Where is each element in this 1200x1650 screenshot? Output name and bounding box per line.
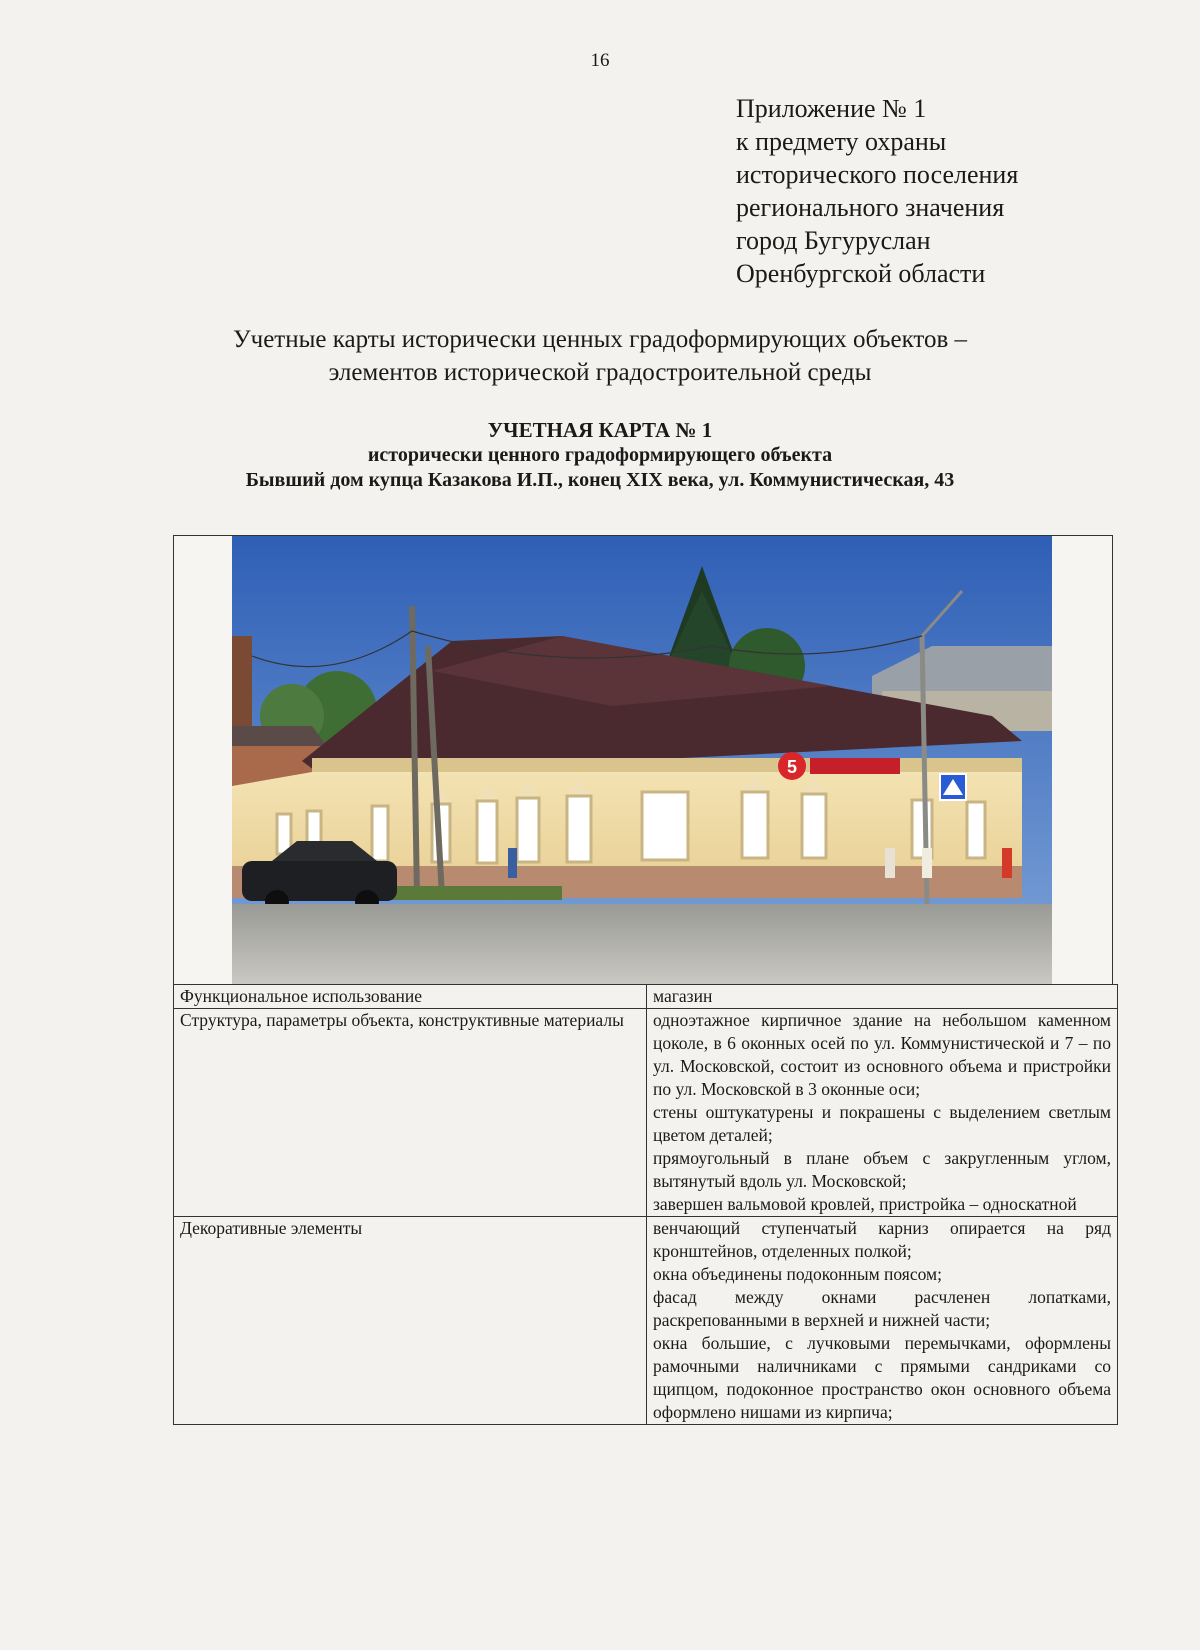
value-paragraph: окна объединены подоконным поясом; — [653, 1264, 942, 1284]
value-paragraph: окна большие, с лучковыми перемычками, оформлены рамочными наличниками с прямыми сандриками со щипцом, подоконное пространство окон основного объема оформлено нишами из кирпича; — [653, 1333, 1111, 1422]
section-title-line: элементов исторической градостроительной среды — [328, 359, 872, 386]
table-row — [174, 985, 1118, 1009]
appendix-line: регионального значения — [736, 193, 1005, 222]
road — [232, 904, 1052, 984]
value-paragraph: завершен вальмовой кровлей, пристройка – односкатной — [653, 1194, 1077, 1214]
page-number: 16 — [590, 50, 610, 71]
table-row — [174, 1009, 1118, 1217]
row-label: Структура, параметры объекта, конструктивные материалы — [174, 1009, 647, 1217]
row-value — [647, 985, 1118, 1009]
section-title — [0, 323, 1200, 389]
appendix-line: Приложение № 1 — [736, 94, 927, 123]
value-paragraph: магазин — [653, 986, 713, 1006]
card-title: УЧЕТНАЯ КАРТА № 1 — [487, 418, 713, 442]
appendix-line: исторического поселения — [736, 160, 1019, 189]
building-photo — [232, 536, 1052, 984]
appendix-heading — [736, 92, 1018, 290]
appendix-line: к предмету охраны — [736, 127, 947, 156]
value-paragraph: фасад между окнами расчленен лопатками, раскрепованными в верхней и нижней части; — [653, 1287, 1111, 1330]
card-object-name: Бывший дом купца Казакова И.П., конец XIX века, ул. Коммунистическая, 43 — [245, 469, 955, 491]
appendix-line: Оренбургской области — [736, 259, 986, 288]
info-table — [173, 984, 1118, 1425]
row-value — [647, 1217, 1118, 1425]
shop-sign-label: 5 — [786, 757, 798, 777]
appendix-line: город Бугуруслан — [736, 226, 931, 255]
row-label: Декоративные элементы — [174, 1217, 647, 1425]
value-paragraph: стены оштукатурены и покрашены с выделением светлым цветом деталей; — [653, 1102, 1111, 1145]
crosswalk-sign-icon — [940, 774, 966, 800]
section-title-line: Учетные карты исторически ценных градоформирующих объектов – — [232, 326, 968, 353]
value-paragraph: венчающий ступенчатый карниз опирается на ряд кронштейнов, отделенных полкой; — [653, 1218, 1111, 1261]
row-label: Функциональное использование — [174, 985, 647, 1009]
value-paragraph: одноэтажное кирпичное здание на небольшом каменном цоколе, в 6 оконных осей по ул. Коммунистической и 7 – по ул. Московской, состоит из основного объема и пристройки по ул. Московской в 3 оконные оси; — [653, 1010, 1111, 1099]
card-title-block — [0, 418, 1200, 493]
row-value — [647, 1009, 1118, 1217]
table-row — [174, 1217, 1118, 1425]
card-subtitle: исторически ценного градоформирующего объекта — [367, 444, 833, 466]
value-paragraph: прямоугольный в плане объем с закругленным углом, вытянутый вдоль ул. Московской; — [653, 1148, 1111, 1191]
